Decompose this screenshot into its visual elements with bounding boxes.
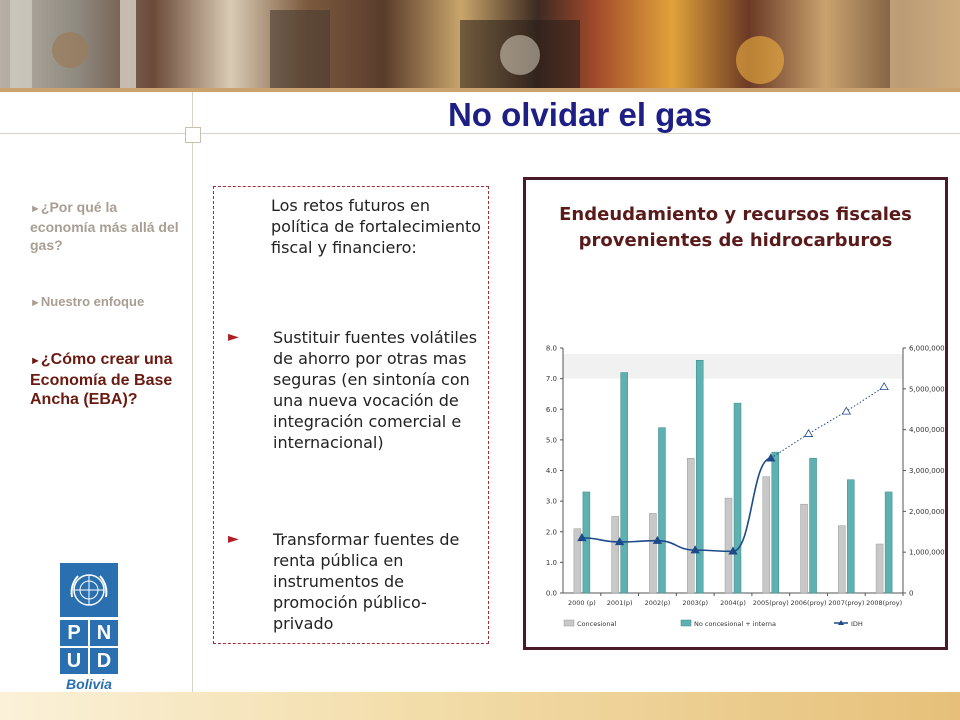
idh-line-projection [771,387,884,458]
bar-no-concesional [885,492,892,593]
x-tick-label: 2007(proy) [828,599,865,607]
footer-strip [0,692,960,720]
bar-no-concesional [772,452,779,593]
right-tick-label: 0 [909,589,914,598]
logo-letter: D [90,648,118,674]
left-tick-label: 8.0 [545,344,557,353]
banner-divider [0,88,960,92]
idh-point [842,407,850,414]
intro-text: Los retos futuros en política de fortalecimiento fiscal y financiero: [271,196,482,257]
bar-no-concesional [847,480,854,593]
idh-point [805,430,813,437]
legend-label: IDH [851,620,863,628]
content-text-box [213,186,489,644]
logo-letter: U [60,648,88,674]
bar-concesional [763,477,770,593]
bullet-arrow-icon: ► [228,531,239,547]
bar-no-concesional [621,373,628,594]
x-tick-label: 2000 (p) [567,599,596,607]
bar-no-concesional [658,428,665,593]
chart-plot [526,180,945,647]
idh-point [880,383,888,390]
bar-no-concesional [696,360,703,593]
bar-concesional [687,458,694,593]
nav-item-como-crear-eba[interactable] [30,350,180,409]
left-tick-label: 2.0 [545,528,557,537]
pnud-logo [60,563,118,692]
left-tick-label: 6.0 [545,405,557,414]
plot-band [563,354,903,379]
legend-label: No concesional + interna [694,620,776,628]
right-tick-label: 4,000,000 [909,426,945,435]
bar-no-concesional [810,458,817,593]
bullet-text: Sustituir fuentes volátiles de ahorro por otras mas seguras (en sintonía con una nueva vocación de integración comercial e internacional) [273,328,478,452]
logo-letter: N [90,620,118,646]
nav-arrow-icon: ► [30,355,41,367]
left-tick-label: 3.0 [545,497,557,506]
bar-concesional [838,526,845,593]
idh-line [582,458,771,551]
logo-country: Bolivia [66,676,112,692]
nav-item-por-que[interactable] [30,198,180,254]
x-tick-label: 2008(proy) [866,599,903,607]
bar-no-concesional [583,492,590,593]
chart-panel [523,177,948,650]
un-emblem-icon [60,563,118,617]
nav-arrow-icon: ► [30,203,41,215]
right-tick-label: 5,000,000 [909,385,945,394]
x-tick-label: 2005(proy) [752,599,789,607]
right-tick-label: 2,000,000 [909,507,945,516]
x-tick-label: 2003(p) [682,599,709,607]
bullet-arrow-icon: ► [228,329,239,345]
x-tick-label: 2002(p) [644,599,671,607]
rule-corner-marker [185,127,201,143]
slide-title: No olvidar el gas [447,96,713,133]
nav-item-enfoque[interactable] [30,294,180,309]
left-tick-label: 1.0 [545,558,557,567]
chart-title: Endeudamiento y recursos fiscales provenientes de hidrocarburos [559,204,912,251]
nav-item-label: ¿Cómo crear una Economía de Base Ancha (EBA)? [30,351,173,408]
legend-swatch-no-concesional [681,620,691,626]
nav-item-label: Nuestro enfoque [40,294,145,309]
left-tick-label: 5.0 [545,436,557,445]
nav-arrow-icon: ► [30,297,41,309]
right-tick-label: 1,000,000 [909,548,945,557]
left-tick-label: 7.0 [545,375,557,384]
vertical-rule [192,92,193,692]
header-banner-image [0,0,960,88]
mural-illustration [0,0,960,88]
bar-concesional [649,513,656,593]
bar-concesional [801,504,808,593]
right-tick-label: 6,000,000 [909,344,945,353]
legend-swatch-concesional [564,620,574,626]
legend-label: Concesional [577,620,617,628]
x-tick-label: 2001(p) [606,599,633,607]
bar-concesional [725,498,732,593]
x-tick-label: 2004(p) [720,599,746,607]
bar-no-concesional [734,403,741,593]
nav-item-label: ¿Por qué la economía más allá del gas? [30,199,179,253]
left-tick-label: 0.0 [545,589,557,598]
x-tick-label: 2006(proy) [790,599,827,607]
logo-letter: P [60,620,88,646]
bar-concesional [876,544,883,593]
bullet-text: Transformar fuentes de renta pública en instrumentos de promoción público-privado [273,530,460,633]
bar-concesional [612,516,619,593]
left-tick-label: 4.0 [545,467,557,475]
right-tick-label: 3,000,000 [909,467,945,475]
